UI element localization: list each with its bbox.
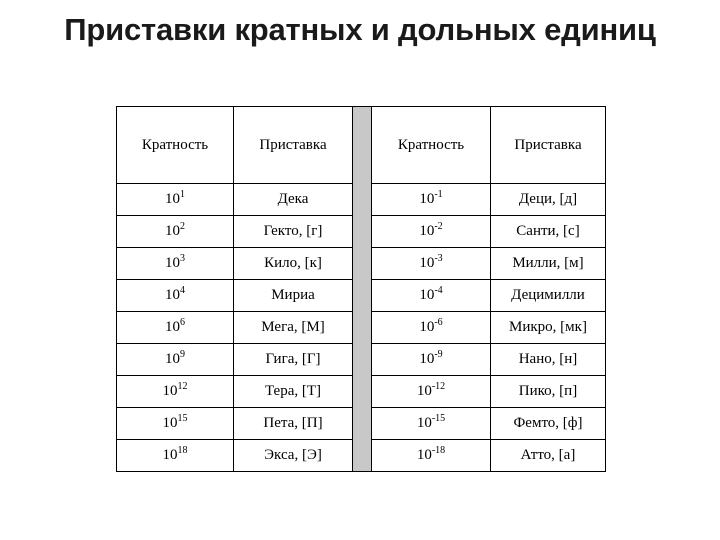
multiple-power: $10^{12}$ [117,376,234,408]
multiple-power: $10^1$ [117,184,234,216]
fraction-power: $10^{-1}$ [372,184,491,216]
header-subprefix: Приставка [491,107,606,184]
column-separator [353,107,372,472]
fraction-power: $10^{-3}$ [372,248,491,280]
fraction-prefix: Фемто, [ф] [491,408,606,440]
multiple-power: $10^3$ [117,248,234,280]
fraction-power: $10^{-9}$ [372,344,491,376]
fraction-prefix: Микро, [мк] [491,312,606,344]
fraction-prefix: Милли, [м] [491,248,606,280]
multiple-power: $10^{15}$ [117,408,234,440]
multiple-power: $10^6$ [117,312,234,344]
multiple-prefix: Дека [234,184,353,216]
header-prefix: Приставка [234,107,353,184]
multiple-prefix: Гига, [Г] [234,344,353,376]
multiple-power: $10^2$ [117,216,234,248]
multiple-prefix: Тера, [Т] [234,376,353,408]
multiple-prefix: Гекто, [г] [234,216,353,248]
fraction-prefix: Пико, [п] [491,376,606,408]
fraction-prefix: Атто, [а] [491,440,606,472]
header-submultiplicity: Кратность [372,107,491,184]
multiple-prefix: Кило, [к] [234,248,353,280]
fraction-power: $10^{-4}$ [372,280,491,312]
multiple-prefix: Мириа [234,280,353,312]
page-title: Приставки кратных и дольных единиц [64,12,656,47]
fraction-power: $10^{-2}$ [372,216,491,248]
prefix-table [116,106,606,472]
fraction-power: $10^{-18}$ [372,440,491,472]
multiple-prefix: Экса, [Э] [234,440,353,472]
header-multiplicity: Кратность [117,107,234,184]
multiple-prefix: Мега, [М] [234,312,353,344]
table-header-row [117,107,606,184]
fraction-prefix: Децимилли [491,280,606,312]
fraction-prefix: Санти, [с] [491,216,606,248]
multiple-power: $10^{18}$ [117,440,234,472]
multiple-power: $10^4$ [117,280,234,312]
fraction-power: $10^{-12}$ [372,376,491,408]
fraction-power: $10^{-15}$ [372,408,491,440]
multiple-power: $10^9$ [117,344,234,376]
fraction-prefix: Нано, [н] [491,344,606,376]
multiple-prefix: Пета, [П] [234,408,353,440]
fraction-power: $10^{-6}$ [372,312,491,344]
fraction-prefix: Деци, [д] [491,184,606,216]
